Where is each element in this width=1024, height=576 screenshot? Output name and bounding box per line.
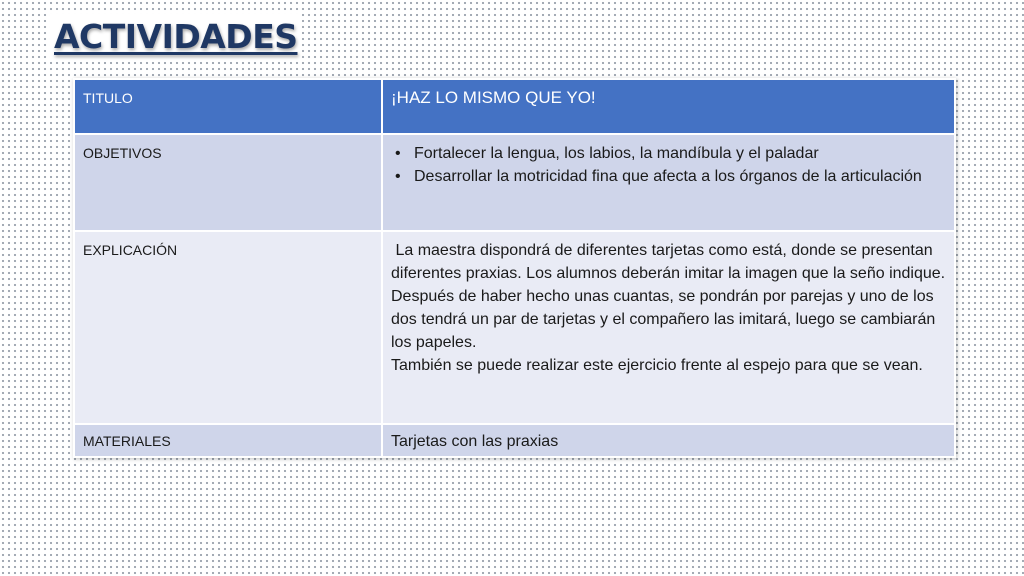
objetivos-row [74, 134, 955, 231]
objetivo-text: Desarrollar la motricidad fina que afecta a los órganos de la articulación [414, 168, 922, 185]
explicacion-paragraph-2: También se puede realizar este ejercicio frente al espejo para que se vean. [391, 357, 923, 374]
objetivos-label: OBJETIVOS [74, 134, 382, 231]
objetivos-cell [382, 134, 955, 231]
materiales-value: Tarjetas con las praxias [382, 424, 955, 457]
materiales-label: MATERIALES [74, 424, 382, 457]
objetivo-item [391, 142, 946, 165]
bullet-icon: • [395, 145, 401, 162]
explicacion-row [74, 231, 955, 424]
objetivo-text: Fortalecer la lengua, los labios, la mandíbula y el paladar [414, 145, 819, 162]
slide-title: ACTIVIDADES [50, 14, 302, 60]
titulo-label: TITULO [74, 79, 382, 134]
activity-name: ¡HAZ LO MISMO QUE YO! [382, 79, 955, 134]
activity-table [73, 78, 956, 458]
explicacion-paragraph-1: La maestra dispondrá de diferentes tarjetas como está, donde se presentan diferentes praxias. Los alumnos deberán imitar la imagen que la seño indique. Después de haber hecho unas cuantas, se pondrán por parejas y uno de los dos tendrá un par de tarjetas y el compañero las imitará, luego se cambiarán los papeles. [391, 242, 950, 351]
bullet-icon: • [395, 168, 401, 185]
objetivo-item [391, 165, 946, 188]
explicacion-cell [382, 231, 955, 424]
objetivos-list [391, 142, 946, 188]
materiales-row [74, 424, 955, 457]
table-header-row [74, 79, 955, 134]
explicacion-label: EXPLICACIÓN [74, 231, 382, 424]
